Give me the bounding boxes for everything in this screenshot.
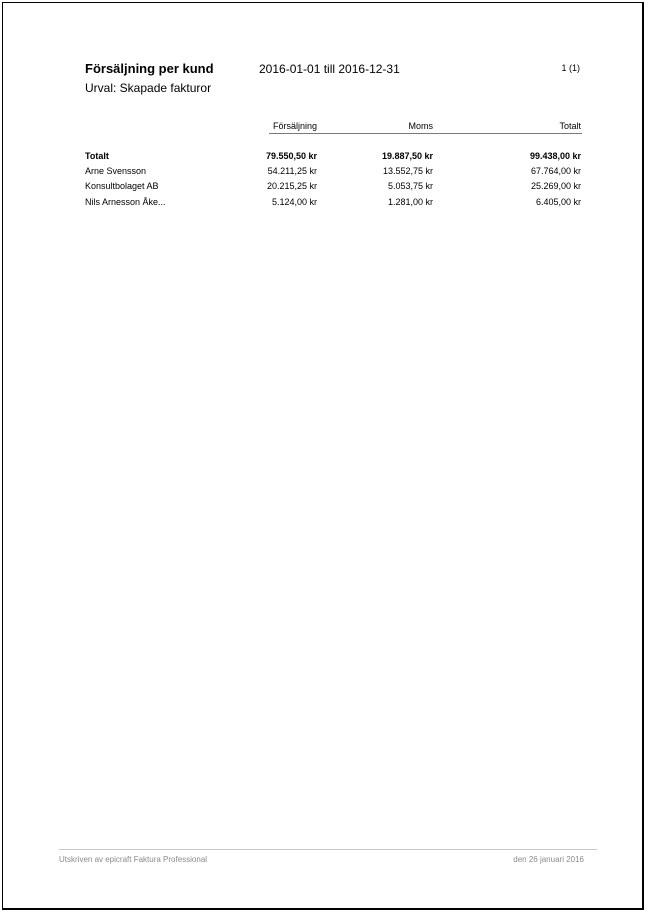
total-vat: 19.887,50 kr — [381, 151, 433, 161]
customer-total: 67.764,00 kr — [530, 166, 581, 176]
report-title: Försäljning per kund — [85, 61, 214, 76]
customer-name: Arne Svensson — [85, 166, 147, 176]
page-number: 1 (1) — [561, 63, 580, 73]
column-header-sales: Försäljning — [272, 121, 317, 131]
report-period: 2016-01-01 till 2016-12-31 — [259, 62, 400, 76]
customer-vat: 5.053,75 kr — [387, 181, 433, 191]
column-header-total: Totalt — [559, 121, 581, 131]
customer-sales: 54.211,25 kr — [267, 166, 317, 176]
total-label: Totalt — [85, 151, 109, 161]
footer-printed-by: Utskriven av epicraft Faktura Professional — [59, 855, 208, 864]
customer-total: 25.269,00 kr — [530, 181, 581, 191]
customer-name: Nils Arnesson Åke... — [85, 197, 166, 207]
customer-sales: 20.215,25 kr — [266, 181, 317, 191]
header-divider — [269, 133, 582, 134]
footer-divider — [59, 849, 597, 850]
total-sales: 79.550,50 kr — [265, 151, 317, 161]
customer-total: 6.405,00 kr — [535, 197, 581, 207]
column-header-vat: Moms — [408, 121, 433, 131]
footer-print-date: den 26 januari 2016 — [513, 855, 584, 864]
customer-vat: 1.281,00 kr — [387, 197, 433, 207]
report-selection: Urval: Skapade fakturor — [85, 81, 212, 95]
report-page — [2, 2, 644, 910]
total-amount: 99.438,00 kr — [529, 151, 581, 161]
customer-sales: 5.124,00 kr — [271, 197, 317, 207]
customer-name: Konsultbolaget AB — [85, 181, 159, 191]
customer-vat: 13.552,75 kr — [382, 166, 433, 176]
